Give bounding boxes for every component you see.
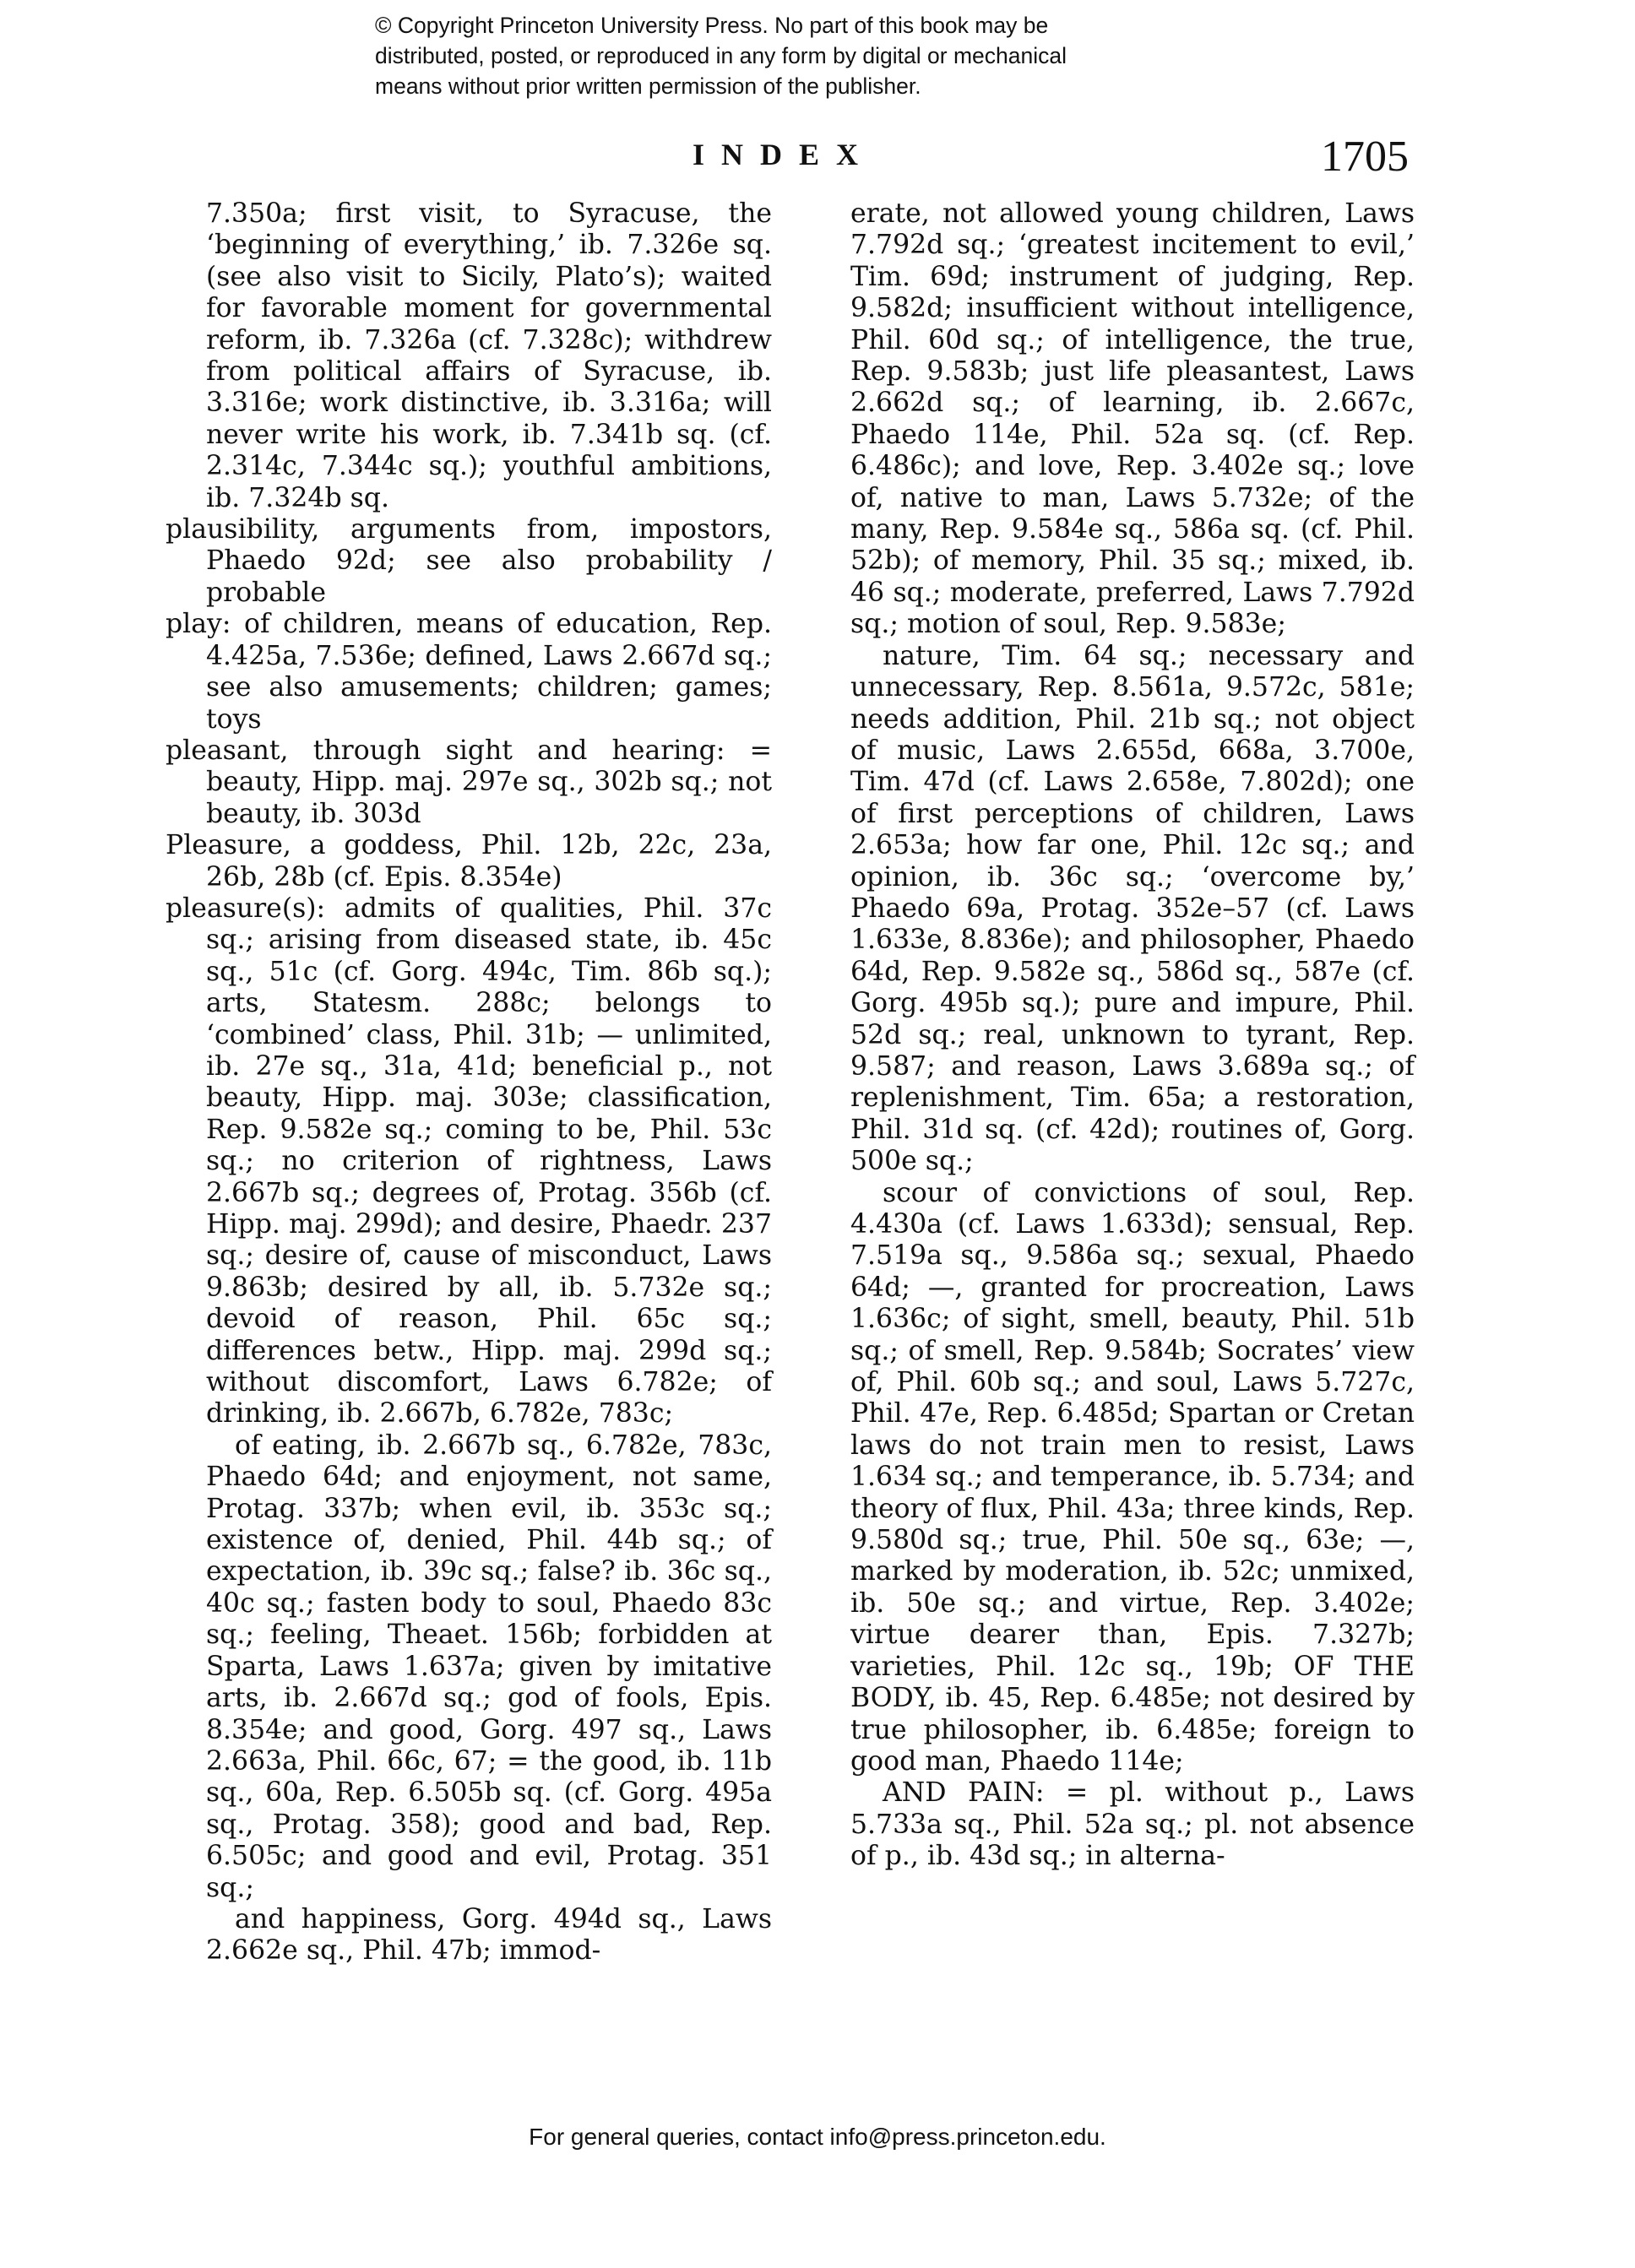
index-entry: pleasure(s): admits of qualities, Phil. 37c sq.; arising from diseased state, ib. 45c sq., 51c (cf. Gorg. 494c, Tim. 86b sq.); arts, Statesm. 288c; belongs to ‘combined’ class, Phil. 31b; — unlimited, ib. 27e sq., 31a, 41d; beneficial p., not beauty, Hipp. maj. 303e; classification, Rep. 9.582e sq.; coming to be, Phil. 53c sq.; no criterion of rightness, Laws 2.667b sq.; degrees of, Protag. 356b (cf. Hipp. maj. 299d); and desire, Phaedr. 237 sq.; desire of, cause of misconduct, Laws 9.863b; desired by all, ib. 5.732e sq.; devoid of reason, Phil. 65c sq.; differences betw., Hipp. maj. 299d sq.; without discomfort, Laws 6.782e; of drinking, ib. 2.667b, 6.782e, 783c; [166, 893, 772, 1430]
copyright-notice [375, 10, 1304, 101]
left-column [166, 198, 772, 1967]
index-subentry: and happiness, Gorg. 494d sq., Laws 2.662e sq., Phil. 47b; immod- [206, 1903, 772, 1967]
page-header [0, 127, 1635, 194]
copyright-line-1: © Copyright Princeton University Press. No part of this book may be [375, 13, 1049, 38]
index-entry: 7.350a; first visit, to Syracuse, the ‘beginning of everything,’ ib. 7.326e sq. (see also visit to Sicily, Plato’s); waited for favorable moment for governmental reform, ib. 7.326a (cf. 7.328c); withdrew from political affairs of Syracuse, ib. 3.316e; work distinctive, ib. 3.316a; will never write his work, ib. 7.341b sq. (cf. 2.314c, 7.344c sq.); youthful ambitions, ib. 7.324b sq. [206, 198, 772, 513]
index-entry: play: of children, means of education, Rep. 4.425a, 7.536e; defined, Laws 2.667d sq.; see also amusements; children; games; toys [166, 609, 772, 735]
index-subentry: AND PAIN: = pl. without p., Laws 5.733a sq., Phil. 52a sq.; pl. not absence of p., ib. 43d sq.; in alterna- [850, 1777, 1415, 1872]
copyright-line-3: means without prior written permission of the publisher. [375, 73, 921, 99]
index-entry: pleasant, through sight and hearing: = beauty, Hipp. maj. 297e sq., 302b sq.; not beauty, ib. 303d [166, 735, 772, 829]
index-entry: plausibility, arguments from, impostors, Phaedo 92d; see also probability / probable [166, 514, 772, 608]
index-subentry: nature, Tim. 64 sq.; necessary and unnecessary, Rep. 8.561a, 9.572c, 581e; needs addition, Phil. 21b sq.; not object of music, Laws 2.655d, 668a, 3.700e, Tim. 47d (cf. Laws 2.658e, 7.802d); one of first perceptions of children, Laws 2.653a; how far one, Phil. 12c sq.; and opinion, ib. 36c sq.; ‘overcome by,’ Phaedo 69a, Protag. 352e–57 (cf. Laws 1.633e, 8.836e); and philosopher, Phaedo 64d, Rep. 9.582e sq., 586d sq., 587e (cf. Gorg. 495b sq.); pure and impure, Phil. 52d sq.; real, unknown to tyrant, Rep. 9.587; and reason, Laws 3.689a sq.; of replenishment, Tim. 65a; a restoration, Phil. 31d sq. (cf. 42d); routines of, Gorg. 500e sq.; [850, 640, 1415, 1177]
page-number: 1705 [1321, 133, 1409, 181]
index-subentry: scour of convictions of soul, Rep. 4.430a (cf. Laws 1.633d); sensual, Rep. 7.519a sq., 9.586a sq.; sexual, Phaedo 64d; —, granted for procreation, Laws 1.636c; of sight, smell, beauty, Phil. 51b sq.; of smell, Rep. 9.584b; Socrates’ view of, Phil. 60b sq.; and soul, Laws 5.727c, Phil. 47e, Rep. 6.485d; Spartan or Cretan laws do not train men to resist, Laws 1.634 sq.; and temperance, ib. 5.734; and theory of flux, Phil. 43a; three kinds, Rep. 9.580d sq.; true, Phil. 50e sq., 63e; —, marked by moderation, ib. 52c; unmixed, ib. 50e sq.; and virtue, Rep. 3.402e; virtue dearer than, Epis. 7.327b; varieties, Phil. 12c sq., 19b; OF THE BODY, ib. 45, Rep. 6.485e; not desired by true philosopher, ib. 6.485e; foreign to good man, Phaedo 114e; [850, 1177, 1415, 1777]
copyright-line-2: distributed, posted, or reproduced in any form by digital or mechanical [375, 43, 1067, 68]
right-column [850, 198, 1415, 1873]
index-entry: erate, not allowed young children, Laws 7.792d sq.; ‘greatest incitement to evil,’ Tim. 69d; instrument of judging, Rep. 9.582d; insufficient without intelligence, Phil. 60d sq.; of intelligence, the true, Rep. 9.583b; just life pleasantest, Laws 2.662d sq.; of learning, ib. 2.667c, Phaedo 114e, Phil. 52a sq. (cf. Rep. 6.486c); and love, Rep. 3.402e sq.; love of, native to man, Laws 5.732e; of the many, Rep. 9.584e sq., 586a sq. (cf. Phil. 52b); of memory, Phil. 35 sq.; mixed, ib. 46 sq.; moderate, preferred, Laws 7.792d sq.; motion of soul, Rep. 9.583e; [850, 198, 1415, 640]
index-entry: Pleasure, a goddess, Phil. 12b, 22c, 23a, 26b, 28b (cf. Epis. 8.354e) [166, 830, 772, 893]
index-subentry: of eating, ib. 2.667b sq., 6.782e, 783c, Phaedo 64d; and enjoyment, not same, Protag. 337b; when evil, ib. 353c sq.; existence of, denied, Phil. 44b sq.; of expectation, ib. 39c sq.; false? ib. 36c sq., 40c sq.; fasten body to soul, Phaedo 83c sq.; feeling, Theaet. 156b; forbidden at Sparta, Laws 1.637a; given by imitative arts, ib. 2.667d sq.; god of fools, Epis. 8.354e; and good, Gorg. 497 sq., Laws 2.663a, Phil. 66c, 67; = the good, ib. 11b sq., 60a, Rep. 6.505b sq. (cf. Gorg. 495a sq., Protag. 358); good and bad, Rep. 6.505c; and good and evil, Protag. 351 sq.; [206, 1430, 772, 1903]
footer-contact: For general queries, contact info@press.princeton.edu. [529, 2124, 1106, 2150]
page-title: INDEX [693, 138, 876, 171]
